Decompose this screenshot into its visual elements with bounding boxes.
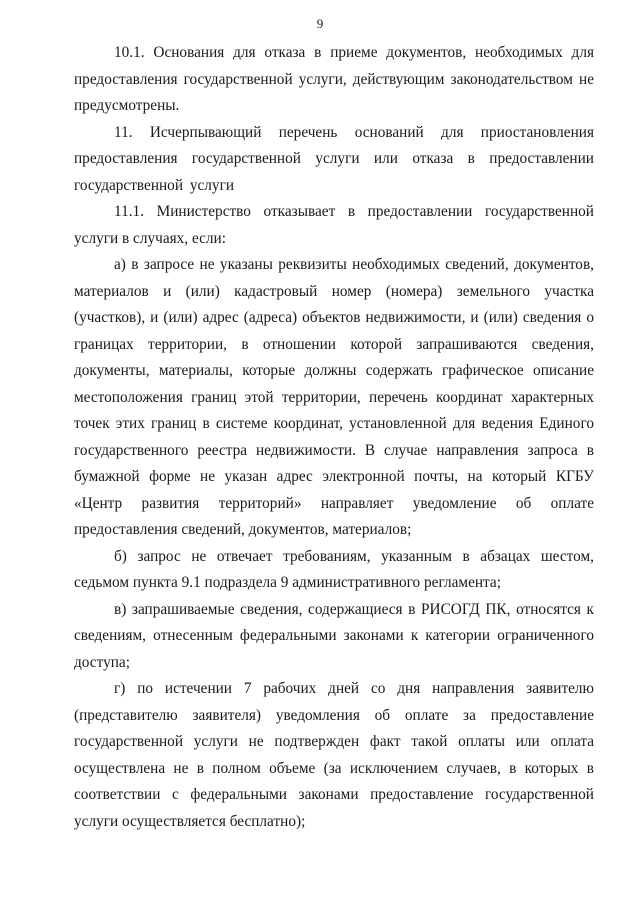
page-number: 9: [316, 16, 324, 31]
document-body: [74, 40, 594, 835]
list-item-a: а) в запросе не указаны реквизиты необходимых сведений, документов, материалов и (или) кадастровый номер (номера) земельного участка (участков), и (или) адрес (адреса) объектов недвижимости, и (или) сведения о границах территории, в отношении которой запрашиваются сведения, документы, материалы, которые должны содержать графическое описание местоположения границ этой территории, перечень координат характерных точек этих границ в системе координат, установленной для ведения Единого государственного реестра недвижимости. В случае направления запроса в бумажной форме не указан адрес электронной почты, на который КГБУ «Центр развития территорий» направляет уведомление об оплате предоставления сведений, документов, материалов;: [74, 256, 594, 538]
paragraph-10-1: 10.1. Основания для отказа в приеме документов, необходимых для предоставления государственной услуги, действующим законодательством не предусмотрены.: [74, 44, 594, 114]
section-11-heading: 11. Исчерпывающий перечень оснований для приостановления предоставления государственной услуги или отказа в предоставлении государственной услуги: [74, 123, 594, 194]
list-item-g: г) по истечении 7 рабочих дней со дня направления заявителю (представителю заявителя) уведомления об оплате за предоставление государственной услуги не подтвержден факт такой оплаты или оплата осуществлена не в полном объеме (за исключением случаев, в которых в соответствии с федеральными законами предоставление государственной услуги осуществляется бесплатно);: [74, 680, 594, 830]
list-item-v: в) запрашиваемые сведения, содержащиеся в РИСОГД ПК, относятся к сведениям, отнесенным федеральными законами к категории ограниченного доступа;: [74, 600, 594, 671]
list-item-b: б) запрос не отвечает требованиям, указанным в абзацах шестом, седьмом пункта 9.1 подраздела 9 административного регламента;: [74, 547, 594, 591]
paragraph-11-1: 11.1. Министерство отказывает в предоставлении государственной услуги в случаях, если:: [74, 203, 594, 247]
